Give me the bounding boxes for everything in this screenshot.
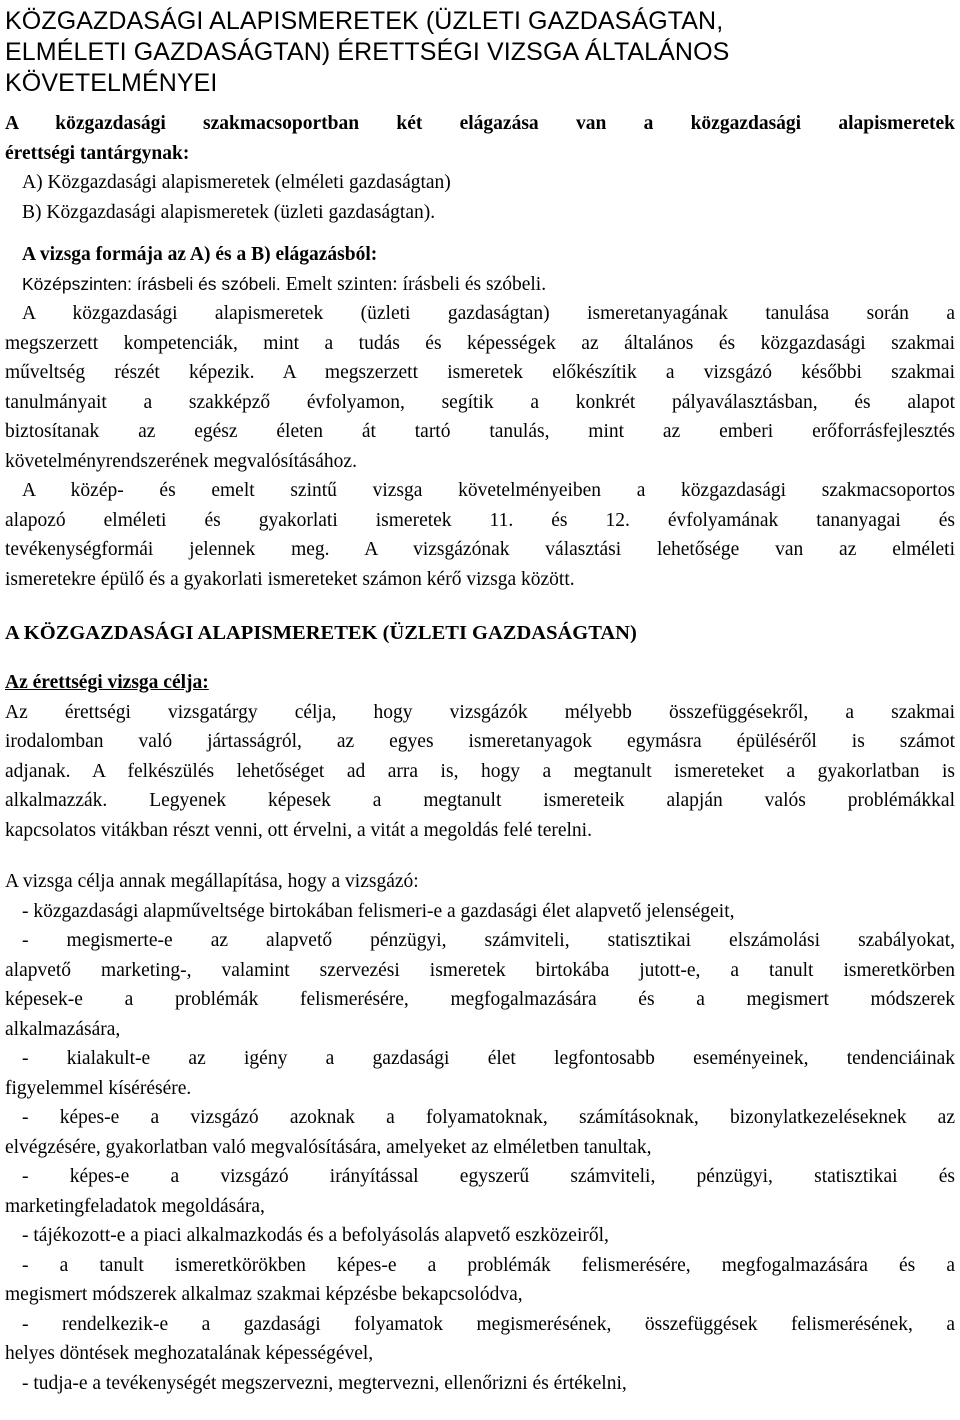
paragraph-line: követelményrendszerének megvalósításához. [5, 450, 357, 472]
purpose-block [5, 867, 955, 1398]
document-title [5, 6, 955, 99]
branch-item: A) Közgazdasági alapismeretek (elméleti gazdaságtan) [22, 172, 451, 193]
purpose-line: - képes-e a vizsgázó irányítással egyszerű számviteli, pénzügyi, statisztikai és [22, 1166, 955, 1187]
paragraph-line: műveltség részét képezik. A megszerzett ismeretek előkészítik a vizsgázó későbbi szakmai [5, 362, 955, 383]
intro-block [5, 109, 955, 227]
section-title: A KÖZGAZDASÁGI ALAPISMERETEK (ÜZLETI GAZDASÁGTAN) [5, 622, 637, 644]
exam-levels [5, 270, 955, 300]
paragraph-competencies [5, 299, 955, 476]
purpose-line: - a tanult ismeretkörökben képes-e a problémák felismerésére, megfogalmazására és a [22, 1254, 955, 1276]
paragraph-line: A közép- és emelt szintű vizsga követelményeiben a közgazdasági szakmacsoportos [22, 480, 955, 501]
goal-line: alkalmazzák. Legyenek képesek a megtanult ismereteik alapján valós problémákkal [5, 790, 955, 811]
paragraph-line: alapozó elméleti és gyakorlati ismeretek 11. és 12. évfolyamának tananyagai és [5, 509, 955, 531]
goal-line: kapcsolatos vitákban részt venni, ott érvelni, a vitát a megoldás felé terelni. [5, 819, 592, 841]
paragraph-line: biztosítanak az egész életen át tartó tanulás, mint az emberi erőforrásfejlesztés [5, 421, 955, 442]
title-line: ELMÉLETI GAZDASÁGTAN) ÉRETTSÉGI VIZSGA ÁLTALÁNOS [5, 38, 730, 66]
title-line: KÖZGAZDASÁGI ALAPISMERETEK (ÜZLETI GAZDASÁGTAN, [5, 7, 724, 35]
purpose-item [5, 1251, 955, 1310]
paragraph-line: tevékenységformái jelennek meg. A vizsgázónak választási lehetősége van az elméleti [5, 539, 955, 560]
purpose-line: marketingfeladatok megoldására, [5, 1195, 265, 1217]
purpose-item [5, 1310, 955, 1369]
goal-block [5, 668, 955, 845]
purpose-line: - tájékozott-e a piaci alkalmazkodás és a befolyásolás alapvető eszközeiről, [22, 1225, 609, 1246]
intro-bold-line: A közgazdasági szakmacsoportban két elágazása van a közgazdasági alapismeretek [5, 113, 955, 134]
exam-levels-mid: Középszinten: írásbeli és szóbeli. [22, 273, 281, 294]
purpose-item [5, 897, 955, 927]
intro-bold-line: érettségi tantárgynak: [5, 142, 190, 164]
purpose-line: alapvető marketing-, valamint szervezési ismeretek birtokába jutott-e, a tanult ismeretkörben [5, 959, 955, 981]
purpose-line: - tudja-e a tevékenységét megszervezni, megtervezni, ellenőrizni és értékelni, [22, 1372, 627, 1394]
goal-heading: Az érettségi vizsga célja: [5, 672, 209, 693]
purpose-item [5, 1162, 955, 1221]
purpose-line: figyelemmel kísérésére. [5, 1077, 192, 1099]
purpose-line: - közgazdasági alapműveltsége birtokában felismeri-e a gazdasági élet alapvető jelenségeit, [22, 900, 735, 922]
purpose-item [5, 1103, 955, 1162]
paragraph-line: tanulmányait a szakképző évfolyamon, segítik a konkrét pályaválasztásban, és alapot [5, 391, 955, 413]
paragraph-levels [5, 476, 955, 594]
purpose-line: - rendelkezik-e a gazdasági folyamatok megismerésének, összefüggések felismerésének, a [22, 1313, 955, 1335]
document-page [5, 6, 955, 1398]
goal-line: irodalomban való jártasságról, az egyes ismeretanyagok egymásra épüléséről is számot [5, 731, 955, 752]
exam-form-block [5, 240, 955, 594]
purpose-line: - kialakult-e az igény a gazdasági élet legfontosabb eseményeinek, tendenciáinak [22, 1048, 955, 1069]
purpose-item [5, 1369, 955, 1399]
purpose-line: képesek-e a problémák felismerésére, megfogalmazására és a megismert módszerek [5, 989, 955, 1010]
purpose-item [5, 926, 955, 1044]
purpose-intro: A vizsga célja annak megállapítása, hogy a vizsgázó: [5, 871, 419, 892]
purpose-item [5, 1221, 955, 1251]
purpose-line: - megismerte-e az alapvető pénzügyi, számviteli, statisztikai elszámolási szabályokat, [22, 930, 955, 951]
exam-levels-high: Emelt szinten: írásbeli és szóbeli. [280, 273, 547, 295]
title-line: KÖVETELMÉNYEI [5, 69, 218, 97]
purpose-line: megismert módszerek alkalmaz szakmai képzésbe bekapcsolódva, [5, 1284, 523, 1305]
goal-line: Az érettségi vizsgatárgy célja, hogy vizsgázók mélyebb összefüggésekről, a szakmai [5, 701, 955, 723]
purpose-line: - képes-e a vizsgázó azoknak a folyamatoknak, számításoknak, bizonylatkezeléseknek az [22, 1107, 955, 1128]
paragraph-line: ismeretekre épülő és a gyakorlati ismereteket számon kérő vizsga között. [5, 568, 575, 590]
purpose-line: elvégzésére, gyakorlatban való megvalósítására, amelyeket az elméletben tanultak, [5, 1136, 652, 1158]
purpose-line: helyes döntések meghozatalának képességével, [5, 1343, 374, 1364]
paragraph-line: megszerzett kompetenciák, mint a tudás és képességek az általános és közgazdasági szakmai [5, 332, 955, 354]
purpose-line: alkalmazására, [5, 1018, 121, 1040]
paragraph-line: A közgazdasági alapismeretek (üzleti gazdaságtan) ismeretanyagának tanulása során a [22, 303, 955, 324]
branch-item: B) Közgazdasági alapismeretek (üzleti gazdaságtan). [22, 201, 436, 223]
purpose-item [5, 1044, 955, 1103]
exam-form-heading: A vizsga formája az A) és a B) elágazásból: [22, 244, 378, 265]
goal-line: adjanak. A felkészülés lehetőséget ad arra is, hogy a megtanult ismereteket a gyakorlatban is [5, 760, 955, 782]
